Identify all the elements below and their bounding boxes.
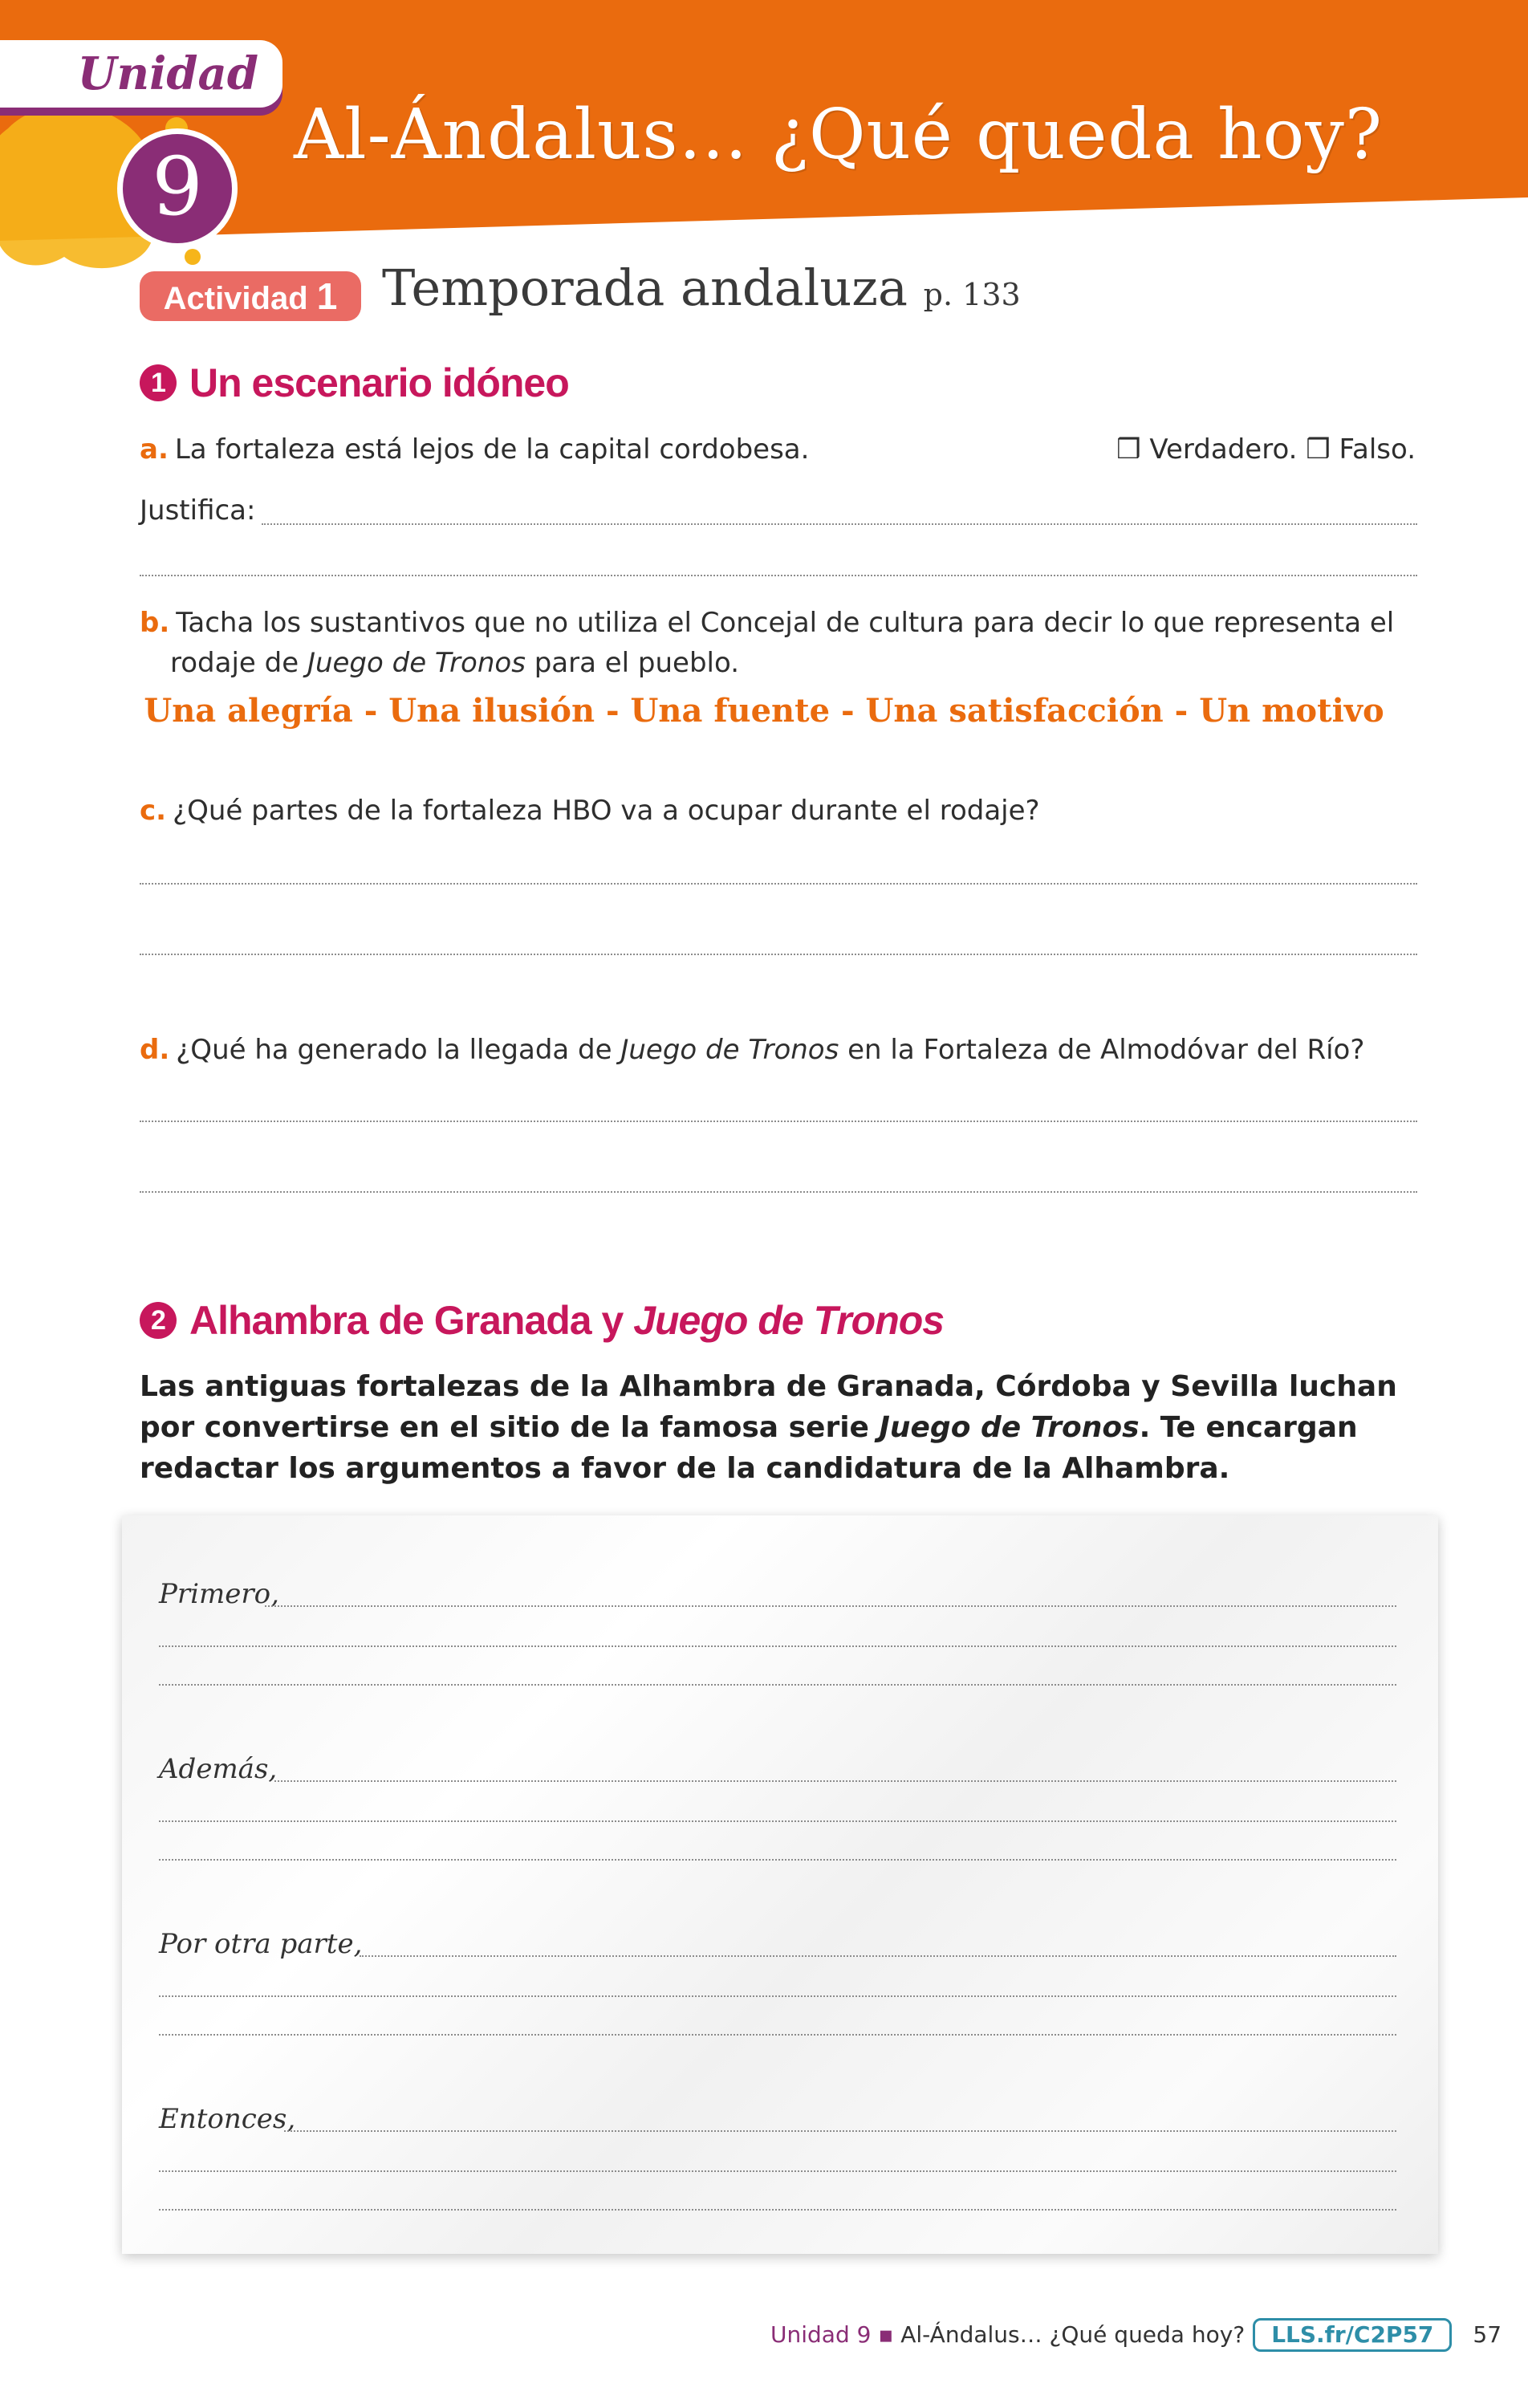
question-b xyxy=(140,607,1394,639)
footer-unit: Unidad 9 xyxy=(770,2321,872,2348)
writing-line[interactable] xyxy=(159,1995,1396,1997)
question-b-line2-end: para el pueblo. xyxy=(525,647,740,679)
justify-label: Justifica: xyxy=(140,494,256,527)
instructions-text: Las antiguas fortalezas de la Alhambra de Granada, Córdoba y Sevilla luchan por convertirse en el sitio de la famosa serie xyxy=(140,1370,1397,1444)
writing-line[interactable] xyxy=(159,1645,1396,1647)
page-number: 57 xyxy=(1473,2321,1502,2348)
prompt-ademas: Además, xyxy=(159,1753,278,1785)
section-2-number: 2 xyxy=(140,1302,177,1339)
section-2-heading xyxy=(140,1297,944,1344)
page-footer xyxy=(770,2318,1502,2357)
question-a-text: La fortaleza está lejos de la capital cordobesa. xyxy=(174,433,810,466)
activity-title xyxy=(382,258,1021,317)
question-b-line2 xyxy=(170,647,739,679)
writing-line[interactable] xyxy=(159,1820,1396,1822)
footer-title: Al-Ándalus… ¿Qué queda hoy? xyxy=(900,2321,1246,2348)
question-c-text: ¿Qué partes de la fortaleza HBO va a ocupar durante el rodaje? xyxy=(173,795,1040,827)
writing-line[interactable] xyxy=(274,1780,1396,1782)
writing-line[interactable] xyxy=(159,2170,1396,2172)
question-a xyxy=(140,433,809,466)
question-b-line2-text: rodaje de xyxy=(170,647,307,679)
question-b-letter: b. xyxy=(140,607,170,639)
unit-label-tab: Unidad xyxy=(0,40,282,108)
question-c xyxy=(140,795,1040,827)
section-1-number: 1 xyxy=(140,364,177,401)
writing-line[interactable] xyxy=(284,2130,1396,2132)
footer-separator: ▪ xyxy=(878,2321,894,2348)
question-d-letter: d. xyxy=(140,1034,170,1066)
prompt-entonces: Entonces, xyxy=(159,2103,296,2135)
activity-badge-number: 1 xyxy=(316,275,338,317)
answer-line[interactable] xyxy=(262,523,1417,525)
true-false-options[interactable]: ❒ Verdadero. ❒ Falso. xyxy=(1116,433,1416,466)
section-1-heading xyxy=(140,360,569,406)
writing-line[interactable] xyxy=(159,1684,1396,1686)
writing-line[interactable] xyxy=(159,2209,1396,2211)
writing-line[interactable] xyxy=(159,1859,1396,1861)
question-d-text: ¿Qué ha generado la llegada de xyxy=(176,1034,621,1066)
section-2-title: Alhambra de Granada y xyxy=(189,1298,634,1343)
answer-line[interactable] xyxy=(140,1191,1417,1193)
section-1-title: Un escenario idóneo xyxy=(189,360,569,405)
writing-line[interactable] xyxy=(265,1605,1396,1607)
question-c-letter: c. xyxy=(140,795,167,827)
section-2-instructions xyxy=(140,1366,1424,1489)
writing-paper xyxy=(122,1515,1438,2254)
question-a-letter: a. xyxy=(140,433,169,466)
section-2-series-name: Juego de Tronos xyxy=(633,1298,945,1343)
instructions-series-name: Juego de Tronos xyxy=(879,1411,1140,1444)
writing-line[interactable] xyxy=(360,1955,1396,1957)
activity-page-ref: p. 133 xyxy=(923,277,1021,312)
instructions-text-end: . Te encargan redactar los argumentos a favor de la candidatura de la Alhambra. xyxy=(140,1411,1358,1485)
answer-line[interactable] xyxy=(140,575,1417,576)
unit-title: Al-Ándalus… ¿Qué queda hoy? xyxy=(294,95,1383,175)
activity-badge xyxy=(140,271,361,321)
prompt-primero: Primero, xyxy=(159,1578,279,1610)
answer-line[interactable] xyxy=(140,1121,1417,1122)
question-b-series-name: Juego de Tronos xyxy=(307,647,526,679)
footer-link[interactable]: LLS.fr/C2P57 xyxy=(1253,2318,1452,2352)
writing-line[interactable] xyxy=(159,2034,1396,2036)
activity-badge-label: Actividad xyxy=(163,281,308,316)
activity-title-text: Temporada andaluza xyxy=(382,258,908,317)
question-b-line1: Tacha los sustantivos que no utiliza el Concejal de cultura para decir lo que representa el xyxy=(176,607,1395,639)
answer-line[interactable] xyxy=(140,954,1417,955)
question-d-text-end: en la Fortaleza de Almodóvar del Río? xyxy=(839,1034,1365,1066)
prompt-por-otra-parte: Por otra parte, xyxy=(159,1928,363,1960)
answer-line[interactable] xyxy=(140,883,1417,885)
unit-number-badge: 9 xyxy=(117,128,238,249)
question-d xyxy=(140,1034,1364,1066)
noun-options[interactable]: Una alegría - Una ilusión - Una fuente - Una satisfacción - Un motivo xyxy=(144,692,1384,730)
question-d-series-name: Juego de Tronos xyxy=(620,1034,839,1066)
